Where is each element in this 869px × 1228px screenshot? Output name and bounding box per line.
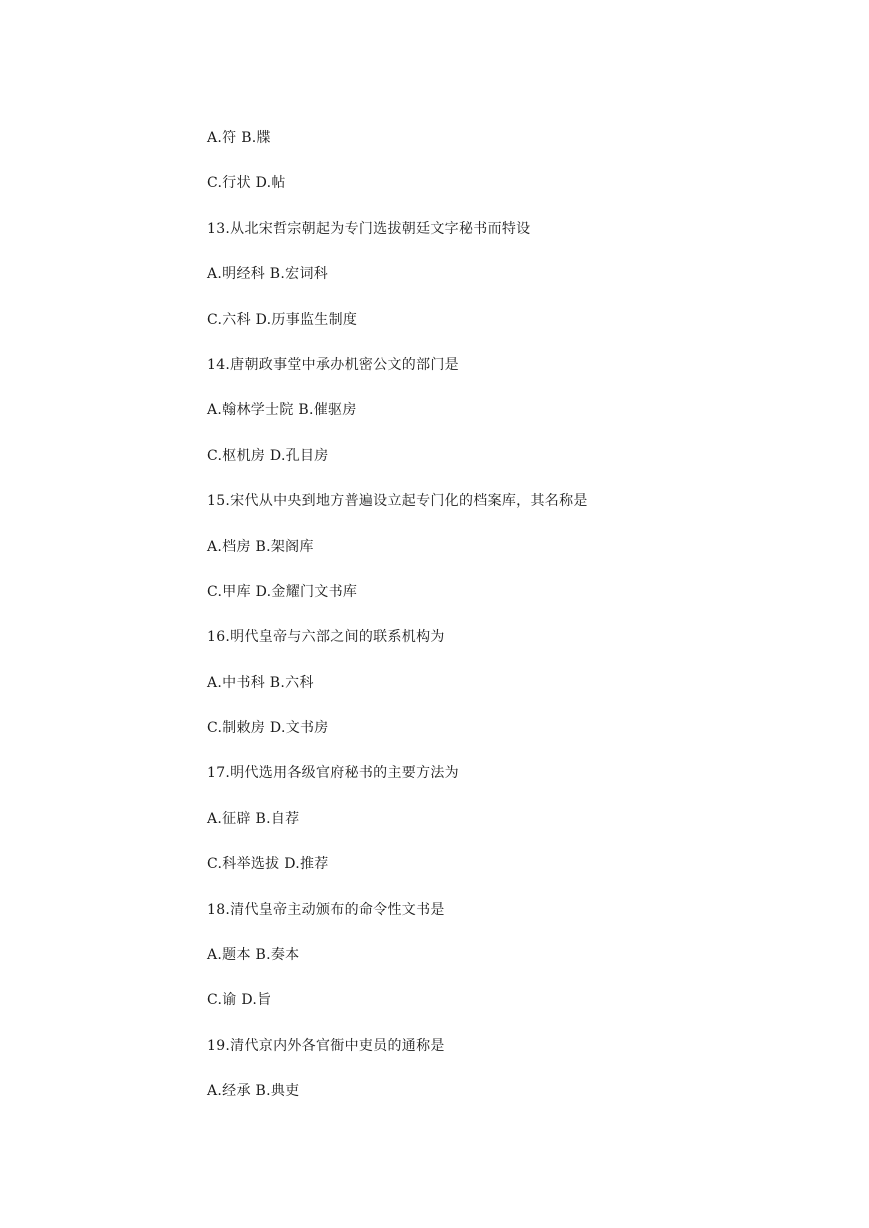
question-14: 14.唐朝政事堂中承办机密公文的部门是 [207,356,459,373]
question-13: 13.从北宋哲宗朝起为专门选拔朝廷文字秘书而特设 [207,220,531,237]
options-line: A.档房 B.架阁库 [207,538,314,555]
question-text-block [207,128,827,1127]
options-line: A.明经科 B.宏词科 [207,266,329,283]
options-line: A.符 B.牒 [207,130,271,146]
options-line: A.题本 B.奏本 [207,947,300,964]
question-16: 16.明代皇帝与六部之间的联系机构为 [207,629,445,646]
options-line: C.制敕房 D.文书房 [207,720,329,737]
options-line: A.中书科 B.六科 [207,674,314,691]
options-line: C.六科 D.历事监生制度 [207,311,358,328]
question-15: 15.宋代从中央到地方普遍设立起专门化的档案库，其名称是 [207,493,588,510]
question-19: 19.清代京内外各官衙中吏员的通称是 [207,1037,445,1054]
options-line: A.经承 B.典吏 [207,1083,300,1100]
options-line: C.科举选拔 D.推荐 [207,856,329,873]
question-18: 18.清代皇帝主动颁布的命令性文书是 [207,901,445,918]
options-line: A.征辟 B.自荐 [207,810,300,827]
options-line: C.甲库 D.金耀门文书库 [207,583,358,600]
options-line: A.翰林学士院 B.催驱房 [207,402,357,419]
options-line: C.谕 D.旨 [207,992,272,1009]
options-line: C.枢机房 D.孔目房 [207,447,329,464]
question-17: 17.明代选用各级官府秘书的主要方法为 [207,765,459,782]
options-line: C.行状 D.帖 [207,175,286,192]
